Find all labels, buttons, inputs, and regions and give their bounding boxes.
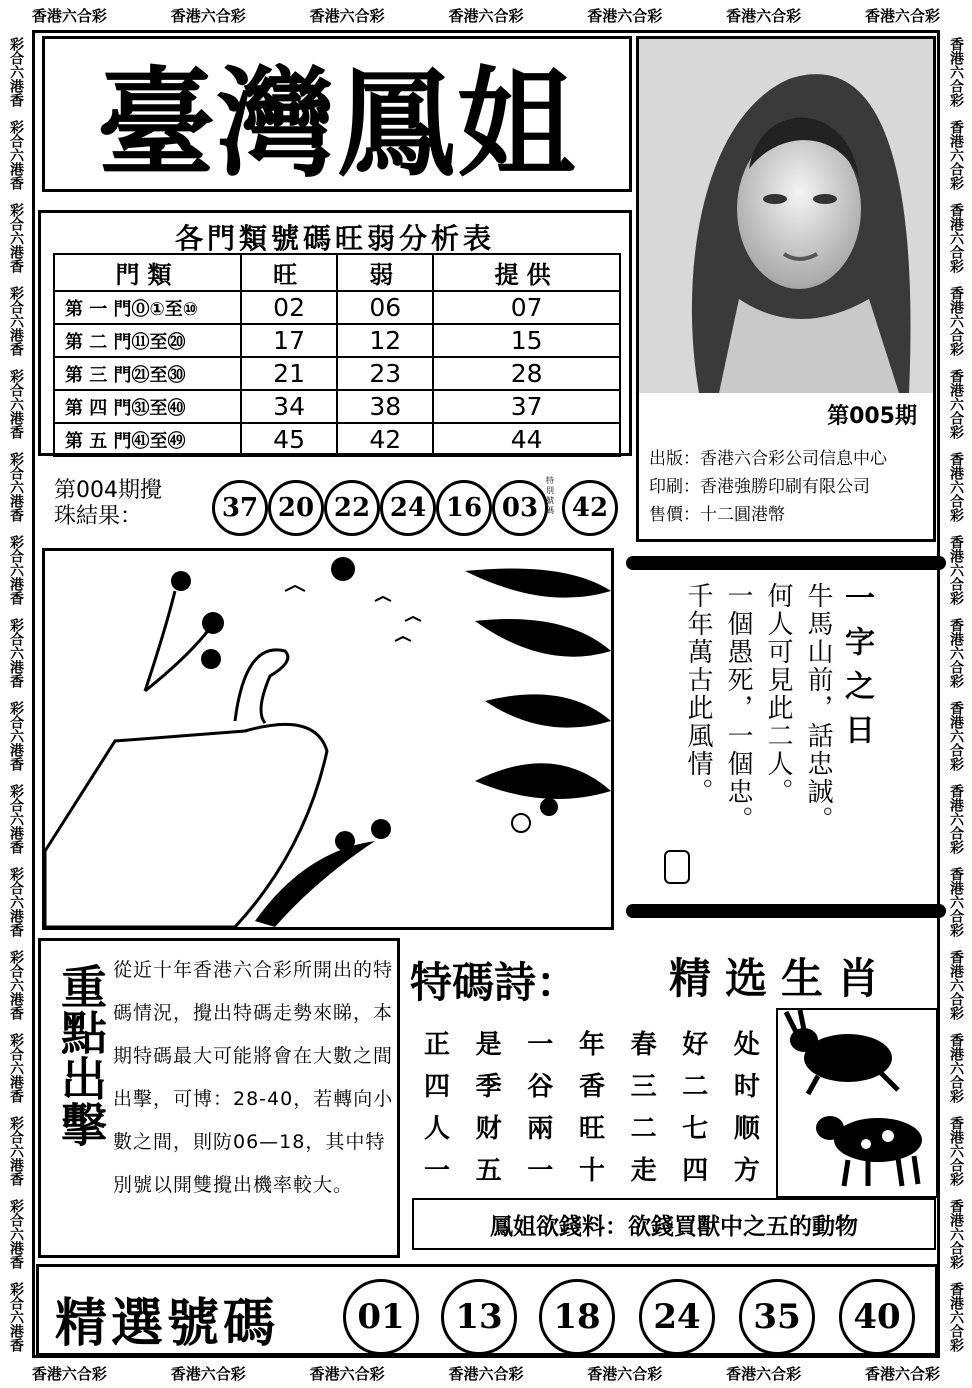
poem-char: 季 [475,1072,502,1102]
band-label: 彩合六港香 [8,1115,24,1186]
printer-label: 印刷： [649,477,700,497]
result-ball: 20 [268,480,324,536]
poem-char: 处 [733,1030,760,1060]
provide-cell: 15 [433,324,620,357]
table-row [54,423,620,456]
band-label: 香港六合彩 [864,1364,940,1383]
band-label: 香港六合彩 [948,949,964,1020]
top-band [0,0,972,30]
analysis-title: 各門類號碼旺弱分析表 [174,222,495,255]
poem-char: 一 [527,1030,554,1060]
price: 十二圓港幣 [700,505,785,525]
band-label: 香港六合彩 [948,36,964,107]
selected-zodiac-title: 精选生肖 [669,954,894,1003]
strong-cell: 02 [241,291,337,324]
poem-title: 一字之日 [839,582,874,758]
draw-results [36,470,626,538]
portrait-image [639,39,933,393]
band-label: 香港六合彩 [31,6,107,25]
publisher-label: 出版： [649,449,700,469]
poem-char: 四 [682,1156,709,1186]
publish-info [643,441,931,537]
left-band [0,30,32,1358]
row-label: 第 四 門㉛至㊵ [54,390,241,423]
table-row [54,357,620,390]
picks-label: 精選號碼 [55,1293,280,1354]
band-label: 彩合六港香 [8,1281,24,1352]
poem-char: 方 [733,1156,760,1186]
poem-char: 三 [630,1072,657,1102]
poem-char: 七 [682,1114,709,1144]
result-ball: 22 [324,480,380,536]
band-label: 香港六合彩 [948,700,964,771]
poem-char: 四 [423,1072,450,1102]
band-label: 香港六合彩 [448,6,524,25]
poem-grid-row [412,1150,772,1192]
band-label: 香港六合彩 [948,1032,964,1103]
money-tip: 鳳姐欲錢料：欲錢買獸中之五的動物 [412,1198,936,1250]
poem-line: 牛馬山前，話忠誠。 [803,582,833,834]
poem-line: 一個愚死，一個忠。 [723,582,753,834]
band-label: 香港六合彩 [726,6,802,25]
column-header: 提供 [433,254,620,291]
riddle-poem [626,560,946,920]
code-poem-title: 特碼詩： [410,958,579,1007]
table-row [54,390,620,423]
bottom-band [0,1358,972,1388]
weak-cell: 12 [337,324,433,357]
band-label: 彩合六港香 [8,783,24,854]
poem-char: 一 [527,1156,554,1186]
band-label: 香港六合彩 [948,1115,964,1186]
poem-char: 正 [423,1030,450,1060]
poem-char: 兩 [527,1114,554,1144]
poem-grid-row [412,1024,772,1066]
snake-bird-drawing [45,551,611,927]
result-ball: 03 [492,480,548,536]
results-label [54,478,224,530]
weak-cell: 23 [337,357,433,390]
row-label: 第 一 門⓪①至⑩ [54,291,241,324]
band-label: 彩合六港香 [8,451,24,522]
special-ball: 42 [562,480,618,536]
special-tag: 特別號碼 [546,476,554,515]
key-side-title: 重點出擊 [54,963,108,1147]
zodiac-animals [776,1008,938,1198]
row-label: 第 二 門⑪至⑳ [54,324,241,357]
column-header: 旺 [241,254,337,291]
poem-char: 好 [682,1030,709,1060]
pick-ball: 18 [539,1279,615,1355]
table-row [54,291,620,324]
band-label: 香港六合彩 [309,1364,385,1383]
column-header: 弱 [337,254,433,291]
strong-cell: 17 [241,324,337,357]
poem-char: 年 [578,1030,605,1060]
band-label: 彩合六港香 [8,285,24,356]
picks-box [36,1264,938,1356]
band-label: 香港六合彩 [448,1364,524,1383]
poem-char: 十 [578,1156,605,1186]
band-label: 彩合六港香 [8,534,24,605]
band-label: 香港六合彩 [948,534,964,605]
poem-char: 一 [423,1156,450,1186]
poem-char: 是 [475,1030,502,1060]
page-title: 臺灣鳳姐 [42,36,632,192]
band-label: 彩合六港香 [8,617,24,688]
pick-ball: 24 [639,1279,715,1355]
band-label: 彩合六港香 [8,700,24,771]
band-label: 香港六合彩 [948,1281,964,1352]
table-row [54,324,620,357]
cover-photo [636,36,936,542]
publisher: 香港六合彩公司信息中心 [700,449,887,469]
poem-line: 千年萬古此風情。 [683,582,713,806]
ink-illustration [42,548,614,930]
band-label: 彩合六港香 [8,866,24,937]
poem-char: 春 [630,1030,657,1060]
strong-cell: 34 [241,390,337,423]
pick-ball: 40 [839,1279,915,1355]
results-label-line: 珠結果： [54,504,143,529]
provide-cell: 37 [433,390,620,423]
row-label: 第 五 門㊶至㊾ [54,423,241,456]
printer: 香港強勝印刷有限公司 [700,477,870,497]
strong-cell: 45 [241,423,337,456]
key-tips-text: 從近十年香港六合彩所開出的特碼情況，攪出特碼走勢來睇，本期特碼最大可能將會在大數之間出擊，可博：28-40，若轉向小數之間，則防06—18，其中特別號以開雙攪出機率較大。 [113,959,394,1196]
result-ball: 37 [212,480,268,536]
column-header: 門類 [54,254,241,291]
band-label: 香港六合彩 [309,6,385,25]
poem-char: 人 [423,1114,450,1144]
weak-cell: 38 [337,390,433,423]
code-poem-box [404,940,940,1258]
result-ball: 16 [436,480,492,536]
band-label: 香港六合彩 [170,6,246,25]
poem-char: 走 [630,1156,657,1186]
poem-char: 财 [475,1114,502,1144]
band-label: 彩合六港香 [8,368,24,439]
issue-number: 第005期 [827,404,917,429]
strong-cell: 21 [241,357,337,390]
band-label: 香港六合彩 [948,783,964,854]
band-label: 香港六合彩 [170,1364,246,1383]
band-label: 香港六合彩 [948,451,964,522]
poem-char: 二 [682,1072,709,1102]
table-header-row [54,254,620,291]
analysis-table-box [38,210,632,456]
analysis-table [53,253,621,457]
pick-ball: 13 [441,1279,517,1355]
provide-cell: 28 [433,357,620,390]
key-tips-box [38,938,400,1258]
pick-ball: 01 [343,1279,419,1355]
rabbit-ox-icon [778,1010,932,1192]
price-label: 售價： [649,505,700,525]
seal-icon [664,850,690,884]
band-label: 彩合六港香 [8,1032,24,1103]
band-label: 香港六合彩 [948,368,964,439]
poem-grid-row [412,1108,772,1150]
band-label: 香港六合彩 [948,202,964,273]
provide-cell: 07 [433,291,620,324]
poem-line: 何人可見此二人。 [763,582,793,806]
band-label: 香港六合彩 [31,1364,107,1383]
band-label: 香港六合彩 [948,285,964,356]
poem-char: 顺 [733,1114,760,1144]
band-label: 彩合六港香 [8,36,24,107]
band-label: 香港六合彩 [726,1364,802,1383]
poem-char: 香 [578,1072,605,1102]
poem-grid-row [412,1066,772,1108]
band-label: 香港六合彩 [948,119,964,190]
weak-cell: 06 [337,291,433,324]
row-label: 第 三 門㉑至㉚ [54,357,241,390]
code-poem-grid [412,1024,772,1192]
band-label: 香港六合彩 [948,1198,964,1269]
poem-char: 时 [733,1072,760,1102]
band-label: 彩合六港香 [8,119,24,190]
poem-char: 五 [475,1156,502,1186]
band-label: 彩合六港香 [8,202,24,273]
weak-cell: 42 [337,423,433,456]
band-label: 香港六合彩 [587,6,663,25]
band-label: 彩合六港香 [8,1198,24,1269]
poem-char: 谷 [527,1072,554,1102]
band-label: 香港六合彩 [948,617,964,688]
band-label: 彩合六港香 [8,949,24,1020]
poem-char: 二 [630,1114,657,1144]
result-ball: 24 [380,480,436,536]
provide-cell: 44 [433,423,620,456]
results-label-line: 第004期攪 [54,478,162,503]
pick-ball: 35 [739,1279,815,1355]
poem-char: 旺 [578,1114,605,1144]
band-label: 香港六合彩 [587,1364,663,1383]
band-label: 香港六合彩 [948,866,964,937]
band-label: 香港六合彩 [864,6,940,25]
